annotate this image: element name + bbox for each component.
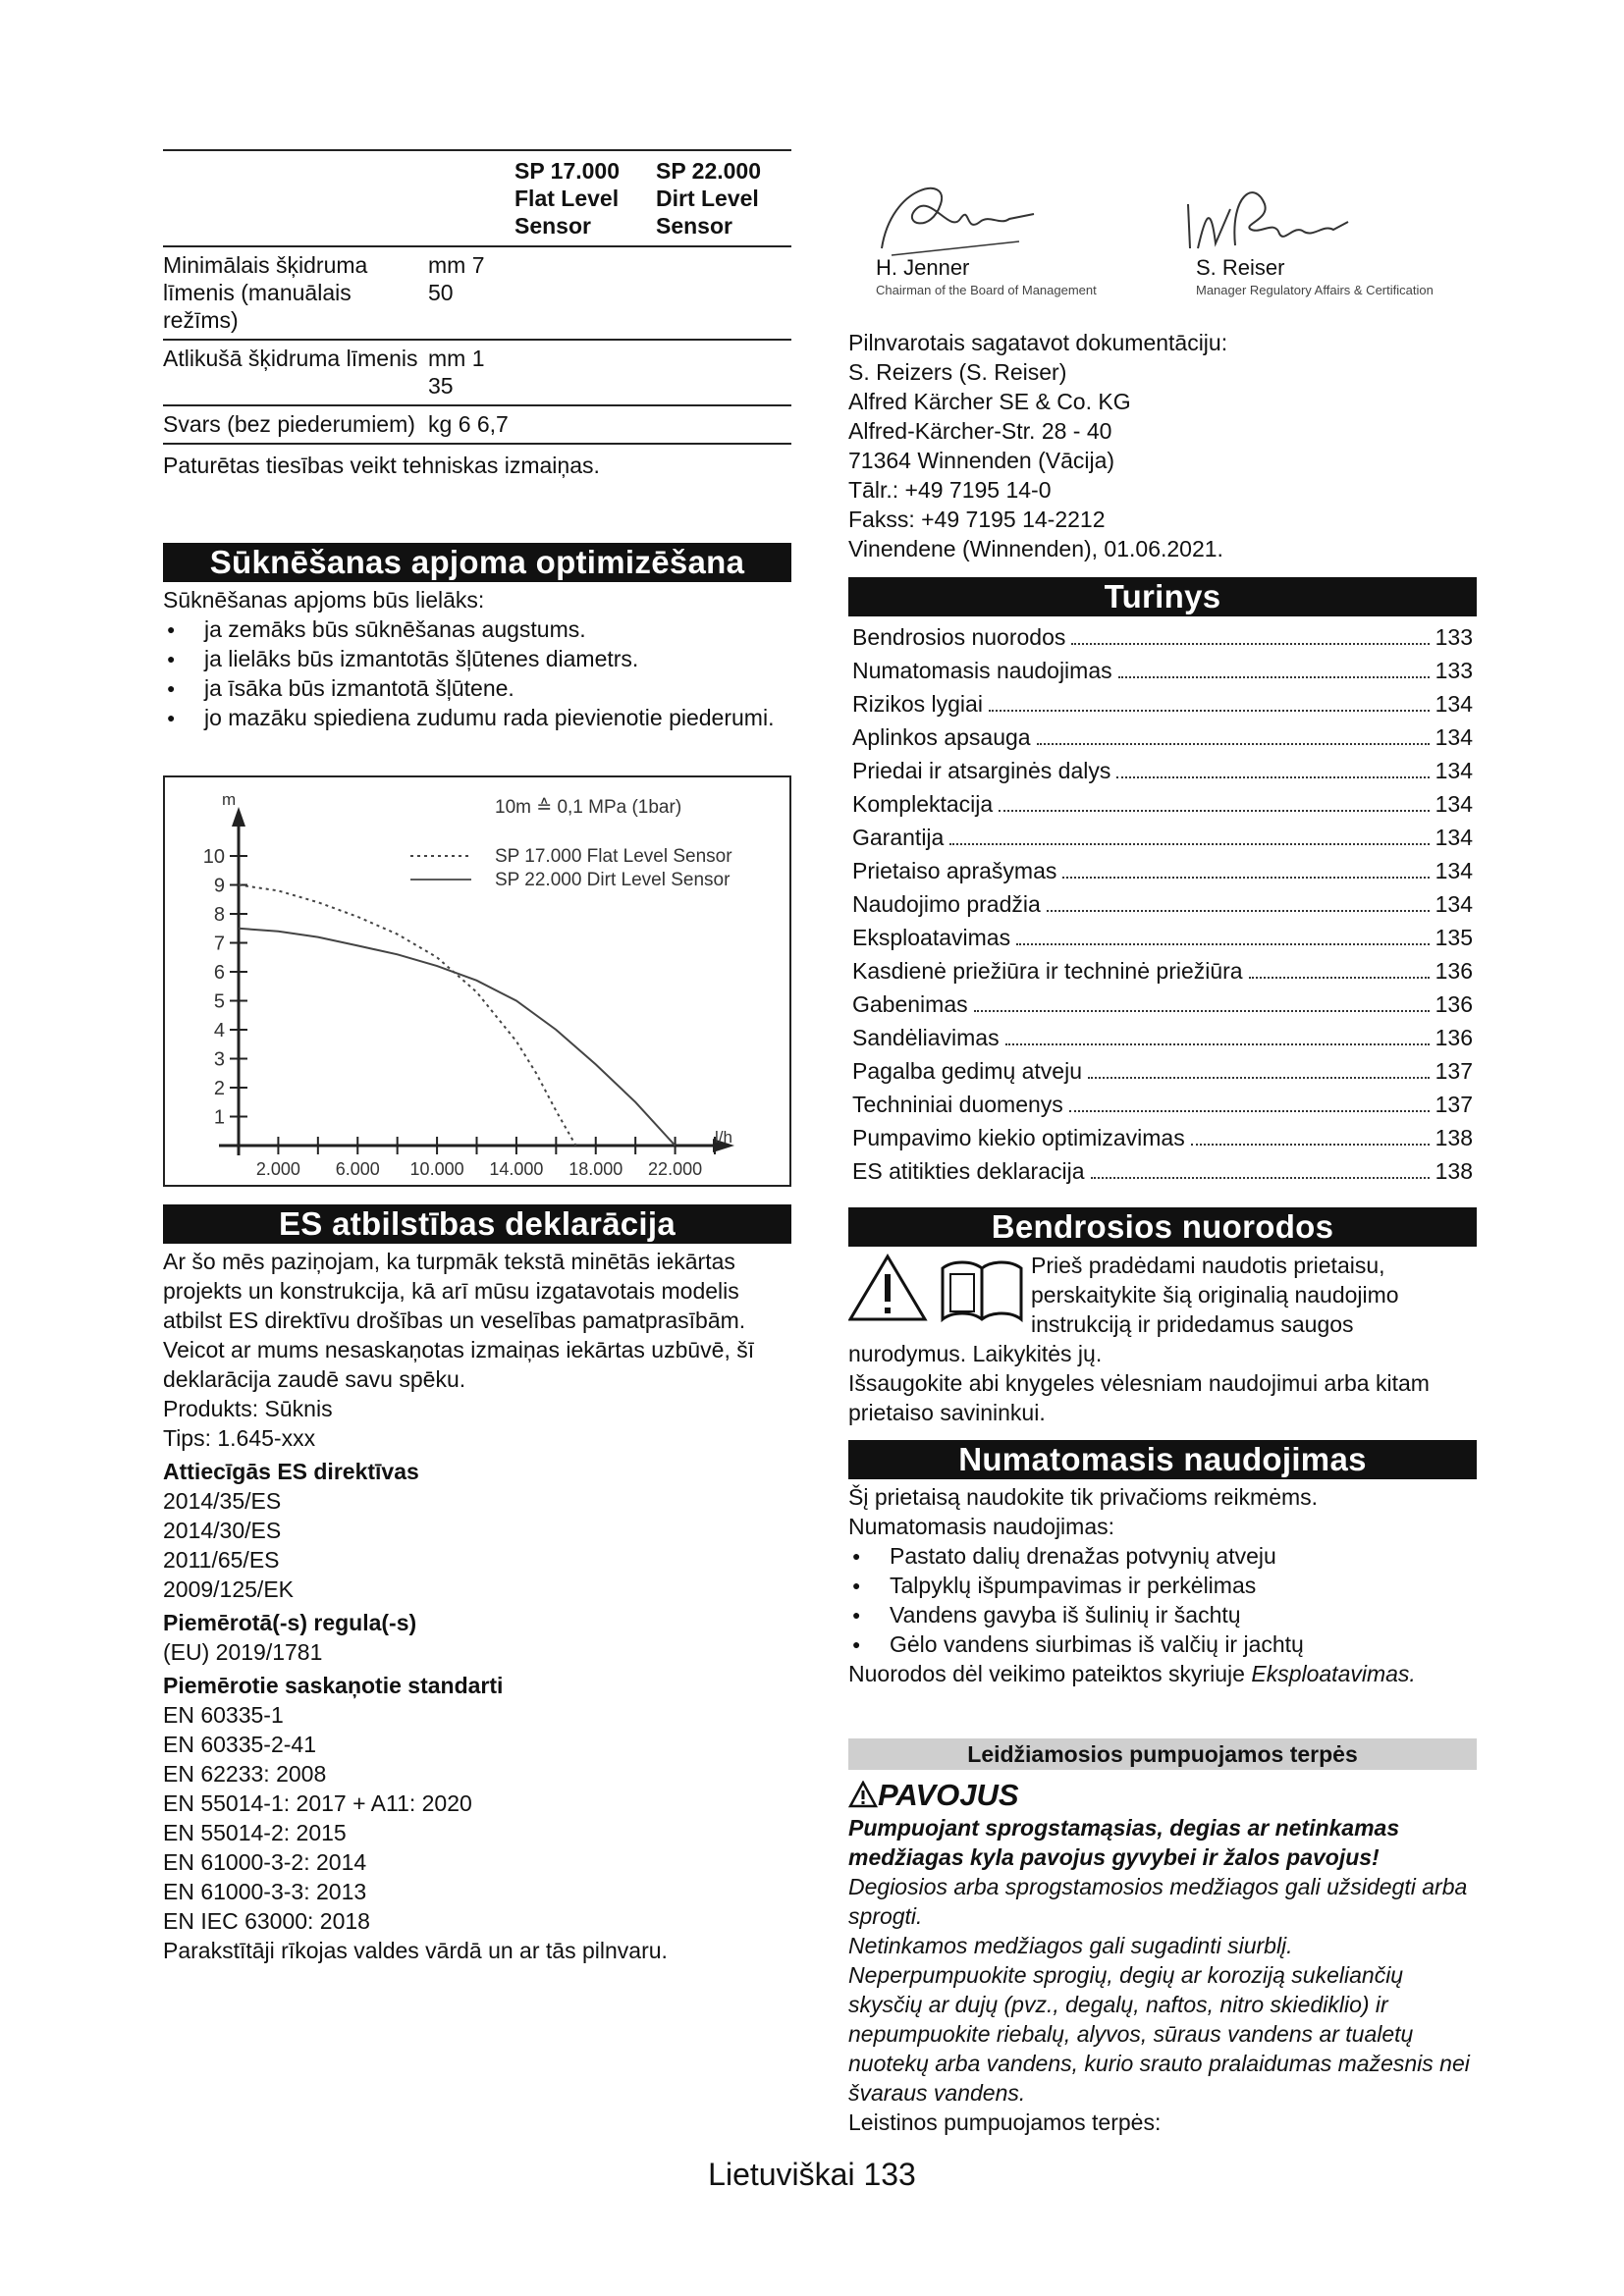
danger-line: Netinkamos medžiagos gali sugadinti siurblį. [848, 1933, 1293, 1958]
spec-value-2: 50 [428, 280, 454, 305]
y-tick-label: 5 [213, 990, 225, 1013]
toc-row[interactable] [852, 854, 1473, 887]
x-tick-label: 22.000 [648, 1159, 703, 1179]
declaration-closing: Parakstītāji rīkojas valdes vārdā un ar tās pilnvaru. [163, 1938, 668, 1963]
note-prefix: Nuorodos dėl veikimo pateiktos skyriuje [848, 1661, 1245, 1686]
signer-1-name: H. Jenner [876, 255, 970, 280]
toc-page-number: 134 [1435, 791, 1473, 817]
danger-line: Degiosios arba sprogstamosios medžiagos gali užsidegti arba sprogti. [848, 1874, 1468, 1929]
standard-item: EN 60335-1 [163, 1702, 284, 1728]
toc-title: Kasdienė priežiūra ir techninė priežiūra [852, 958, 1243, 984]
spec-table [163, 149, 791, 445]
toc-page-number: 134 [1435, 724, 1473, 750]
intended-use-line1: Šį prietaisą naudokite tik privačioms reikmėms. [848, 1484, 1319, 1510]
toc-row[interactable] [852, 887, 1473, 921]
toc-title: Gabenimas [852, 991, 968, 1017]
general-warning [848, 1251, 1477, 1368]
standard-item: EN 60335-2-41 [163, 1732, 316, 1757]
intended-use-note [848, 1659, 1477, 1688]
chart-svg [165, 777, 789, 1185]
spec-row-values [428, 405, 514, 444]
authorized-block [848, 328, 1477, 563]
toc-row[interactable] [852, 988, 1473, 1021]
authorized-line: Fakss: +49 7195 14-2212 [848, 507, 1106, 532]
toc-page-number: 133 [1435, 658, 1473, 683]
directive-item: 2009/125/EK [163, 1576, 295, 1602]
toc-title: Numatomasis naudojimas [852, 658, 1112, 683]
spec-table-wrap [163, 149, 791, 480]
toc-leader-dots [1071, 620, 1429, 645]
standard-item: EN 61000-3-2: 2014 [163, 1849, 367, 1875]
toc-row[interactable] [852, 1154, 1473, 1188]
spec-unit: mm [428, 346, 466, 371]
chart-series-layer [239, 885, 676, 1147]
toc-title: Eksploatavimas [852, 925, 1011, 950]
toc-section [848, 577, 1477, 1188]
toc-leader-dots [1091, 1154, 1430, 1179]
directive-item: 2014/35/ES [163, 1488, 282, 1514]
note-ref-link: Eksploatavimas. [1251, 1661, 1416, 1686]
toc-row[interactable] [852, 821, 1473, 854]
directive-item: 2011/65/ES [163, 1547, 280, 1573]
general-section [848, 1207, 1477, 1427]
spec-row [163, 405, 791, 444]
list-item: ● Vandens gavyba iš šulinių ir šachtų [848, 1600, 1477, 1629]
toc-row[interactable] [852, 721, 1473, 754]
y-tick-label: 2 [213, 1078, 225, 1099]
toc-page-number: 138 [1435, 1125, 1473, 1150]
toc-page-number: 136 [1435, 991, 1473, 1017]
danger-label [848, 1778, 1477, 1813]
footer-language: Lietuviškai [708, 2157, 855, 2192]
spec-header-unit [428, 150, 514, 246]
toc-title: Rizikos lygiai [852, 691, 983, 717]
toc-title: Aplinkos apsauga [852, 724, 1031, 750]
chart-y-ticks [203, 846, 247, 1129]
toc-leader-dots [1037, 721, 1430, 745]
declaration-product: Produkts: Sūknis [163, 1396, 333, 1421]
toc-title: Garantija [852, 825, 945, 850]
toc-leader-dots [1191, 1121, 1430, 1146]
intended-use-list [848, 1541, 1477, 1659]
list-item: ● ja lielāks būs izmantotās šļūtenes diametrs. [163, 644, 791, 673]
toc-leader-dots [1116, 754, 1429, 778]
spec-row-values [428, 340, 514, 405]
spec-row [163, 246, 791, 340]
toc-title: ES atitikties deklaracija [852, 1158, 1085, 1184]
y-tick-label: 3 [213, 1048, 225, 1071]
list-item: ● ja zemāks būs sūknēšanas augstums. [163, 614, 791, 644]
authorized-line: Pilnvarotais sagatavot dokumentāciju: [848, 330, 1228, 355]
toc-row[interactable] [852, 1021, 1473, 1054]
spec-note: Paturētas tiesības veikt tehniskas izmaiņas. [163, 453, 600, 478]
toc-row[interactable] [852, 620, 1473, 654]
danger-triangle-icon [848, 1781, 878, 1808]
x-tick-label: 14.000 [489, 1159, 544, 1179]
toc-leader-dots [949, 821, 1429, 845]
spec-row [163, 340, 791, 405]
x-tick-label: 10.000 [409, 1159, 464, 1179]
danger-bold-text: Pumpuojant sprogstamąsias, degias ar netinkamas medžiagas kyla pavojus gyvybei ir žalos pavojus! [848, 1815, 1400, 1870]
directives-title: Attiecīgās ES direktīvas [163, 1459, 419, 1484]
standard-item: EN IEC 63000: 2018 [163, 1908, 370, 1934]
toc-page-number: 136 [1435, 958, 1473, 984]
standard-item: EN 55014-2: 2015 [163, 1820, 347, 1845]
series-line-sp17000 [239, 885, 576, 1147]
toc-leader-dots [1088, 1054, 1430, 1079]
spec-header-label [163, 150, 428, 246]
optimization-intro: Sūknēšanas apjoms būs lielāks: [163, 587, 485, 613]
list-item: ● Pastato dalių drenažas potvynių atveju [848, 1541, 1477, 1571]
y-tick-label: 1 [213, 1106, 225, 1129]
spec-value-2: 35 [428, 373, 454, 399]
y-tick-label: 6 [213, 962, 225, 984]
toc-title: Priedai ir atsarginės dalys [852, 758, 1111, 783]
chart-title: 10m ≙ 0,1 MPa (1bar) [495, 797, 682, 818]
general-keep-text: Išsaugokite abi knygeles vėlesniam naudojimui arba kitam prietaiso savininkui. [848, 1370, 1430, 1425]
authorized-line: Alfred-Kärcher-Str. 28 - 40 [848, 418, 1112, 444]
toc-leader-dots [1249, 954, 1430, 979]
toc-leader-dots [1062, 854, 1429, 879]
declaration-body: Ar šo mēs paziņojam, ka turpmāk tekstā minētās iekārtas projekts un konstrukcija, kā arī mūsu izgatavotais modelis atbilst ES direktīvu drošības un veselības pamatprasībām. Veicot ar mums nesaskaņotas izmaiņas iekārtas uzbūvē, šī deklarācija zaudē savu spēku. [163, 1249, 755, 1392]
toc-leader-dots [999, 787, 1429, 812]
y-tick-label: 9 [213, 875, 225, 897]
toc-row[interactable] [852, 787, 1473, 821]
toc-row[interactable] [852, 954, 1473, 988]
optimization-list [163, 614, 791, 732]
toc-leader-dots [1047, 887, 1430, 912]
declaration-section [163, 1204, 791, 1965]
spec-row-label: Atlikušā šķidruma līmenis [163, 340, 428, 405]
page-footer [0, 2157, 1624, 2193]
spec-value-1: 7 [471, 252, 485, 278]
toc-page-number: 133 [1435, 624, 1473, 650]
authorized-line: S. Reizers (S. Reiser) [848, 359, 1067, 385]
toc-row[interactable] [852, 1088, 1473, 1121]
footer-page-number: 133 [863, 2157, 916, 2192]
spec-value-1: 6 [458, 411, 471, 437]
declaration-type: Tips: 1.645-xxx [163, 1425, 316, 1451]
authorized-line: 71364 Winnenden (Vācija) [848, 448, 1115, 473]
toc-page-number: 135 [1435, 925, 1473, 950]
list-item: ● ja īsāka būs izmantotā šļūtene. [163, 673, 791, 703]
toc-row[interactable] [852, 754, 1473, 787]
spec-row-label: Svars (bez piederumiem) [163, 405, 428, 444]
x-tick-label: 18.000 [568, 1159, 623, 1179]
y-tick-label: 10 [202, 846, 225, 868]
toc-heading: Turinys [848, 577, 1477, 616]
directive-item: 2014/30/ES [163, 1518, 282, 1543]
toc-title: Pagalba gedimų atveju [852, 1058, 1082, 1084]
toc-page-number: 134 [1435, 691, 1473, 717]
toc-leader-dots [974, 988, 1430, 1012]
toc-row[interactable] [852, 1054, 1473, 1088]
toc-leader-dots [1005, 1021, 1430, 1045]
toc-title: Pumpavimo kiekio optimizavimas [852, 1125, 1185, 1150]
authorized-line: Vinendene (Winnenden), 01.06.2021. [848, 536, 1223, 561]
general-heading: Bendrosios nuorodos [848, 1207, 1477, 1247]
regulation-item: (EU) 2019/1781 [163, 1639, 323, 1665]
legend-label-sp22000: SP 22.000 Dirt Level Sensor [495, 870, 731, 890]
spec-row-label: Minimālais šķidruma līmenis (manuālais režīms) [163, 246, 428, 340]
toc-page-number: 137 [1435, 1092, 1473, 1117]
toc-page-number: 134 [1435, 858, 1473, 883]
declaration-heading: ES atbilstības deklarācija [163, 1204, 791, 1244]
toc-leader-dots [989, 687, 1430, 712]
toc-row[interactable] [852, 687, 1473, 721]
toc-title: Komplektacija [852, 791, 994, 817]
toc-row[interactable] [852, 921, 1473, 954]
toc-list [848, 616, 1477, 1188]
toc-page-number: 137 [1435, 1058, 1473, 1084]
toc-leader-dots [1069, 1088, 1430, 1112]
list-item: ● Gėlo vandens siurbimas iš valčių ir jachtų [848, 1629, 1477, 1659]
toc-title: Naudojimo pradžia [852, 891, 1041, 917]
warning-manual-icon [848, 1251, 1025, 1325]
toc-title: Sandėliavimas [852, 1025, 1000, 1050]
chart-x-axis-label: l/h [715, 1128, 732, 1147]
spec-header-sp22000: SP 22.000 Dirt Level Sensor [656, 150, 791, 246]
toc-page-number: 134 [1435, 758, 1473, 783]
toc-leader-dots [1118, 654, 1430, 678]
standard-item: EN 55014-1: 2017 + A11: 2020 [163, 1790, 472, 1816]
toc-page-number: 134 [1435, 891, 1473, 917]
chart-x-ticks [256, 1137, 715, 1179]
spec-value-1: 1 [471, 346, 485, 371]
list-item: ● Talpyklų išpumpavimas ir perkėlimas [848, 1571, 1477, 1600]
toc-page-number: 138 [1435, 1158, 1473, 1184]
media-section [848, 1738, 1477, 2137]
signature-jenner [862, 165, 1058, 263]
regulation-title: Piemērotā(-s) regula(-s) [163, 1610, 417, 1635]
pump-curve-chart [163, 775, 791, 1187]
general-warning-text: Prieš pradėdami naudotis prietaisu, perskaitykite šią originalią naudojimo instrukciją ir pridedamus saugos nurodymus. Laikykitės jų. [848, 1253, 1399, 1366]
intended-use-heading: Numatomasis naudojimas [848, 1440, 1477, 1479]
spec-header-sp17000: SP 17.000 Flat Level Sensor [514, 150, 656, 246]
legend-label-sp17000: SP 17.000 Flat Level Sensor [495, 846, 732, 867]
chart-y-axis-label: m [222, 790, 237, 809]
toc-title: Bendrosios nuorodos [852, 624, 1066, 650]
standard-item: EN 61000-3-3: 2013 [163, 1879, 367, 1904]
spec-value-2: 6,7 [476, 411, 509, 437]
intended-use-section [848, 1440, 1477, 1688]
spec-unit: mm [428, 252, 466, 278]
authorized-line: Alfred Kärcher SE & Co. KG [848, 389, 1131, 414]
optimization-section [163, 543, 791, 732]
y-tick-label: 7 [213, 933, 225, 955]
signer-1-title: Chairman of the Board of Management [876, 283, 1097, 297]
signature-block [862, 165, 1471, 322]
toc-row[interactable] [852, 1121, 1473, 1154]
y-axis-arrow-icon [232, 807, 245, 827]
signer-2-title: Manager Regulatory Affairs & Certification [1196, 283, 1434, 297]
x-tick-label: 6.000 [335, 1159, 380, 1179]
standards-title: Piemērotie saskaņotie standarti [163, 1673, 504, 1698]
media-subheading: Leidžiamosios pumpuojamos terpės [848, 1738, 1477, 1770]
y-tick-label: 8 [213, 904, 225, 926]
spec-unit: kg [428, 411, 453, 437]
danger-label-text: PAVOJUS [878, 1778, 1019, 1812]
toc-page-number: 136 [1435, 1025, 1473, 1050]
toc-title: Prietaiso aprašymas [852, 858, 1057, 883]
spec-header-row [163, 150, 791, 246]
toc-page-number: 134 [1435, 825, 1473, 850]
optimization-heading: Sūknēšanas apjoma optimizēšana [163, 543, 791, 582]
authorized-line: Tālr.: +49 7195 14-0 [848, 477, 1052, 503]
standard-item: EN 62233: 2008 [163, 1761, 327, 1787]
allowed-media-text: Leistinos pumpuojamos terpės: [848, 2109, 1162, 2135]
series-line-sp22000 [239, 929, 676, 1146]
signer-2-name: S. Reiser [1196, 255, 1285, 280]
danger-line: Neperpumpuokite sprogių, degių ar koroziją sukeliančių skysčių ar dujų (pvz., degalų, naftos, nitro skiediklio) ir nepumpuokite riebalų, alyvos, sūraus vandens ar tualetų nuotekų arba vandens, kurio srauto pralaidumas mažesnis nei švaraus vandens. [848, 1962, 1470, 2106]
spec-row-values [428, 246, 514, 340]
toc-leader-dots [1016, 921, 1430, 945]
toc-row[interactable] [852, 654, 1473, 687]
y-tick-label: 4 [213, 1020, 225, 1041]
list-item: ● jo mazāku spiediena zudumu rada pievienotie piederumi. [163, 703, 791, 732]
intended-use-line2: Numatomasis naudojimas: [848, 1514, 1115, 1539]
toc-title: Techniniai duomenys [852, 1092, 1063, 1117]
x-tick-label: 2.000 [255, 1159, 300, 1179]
